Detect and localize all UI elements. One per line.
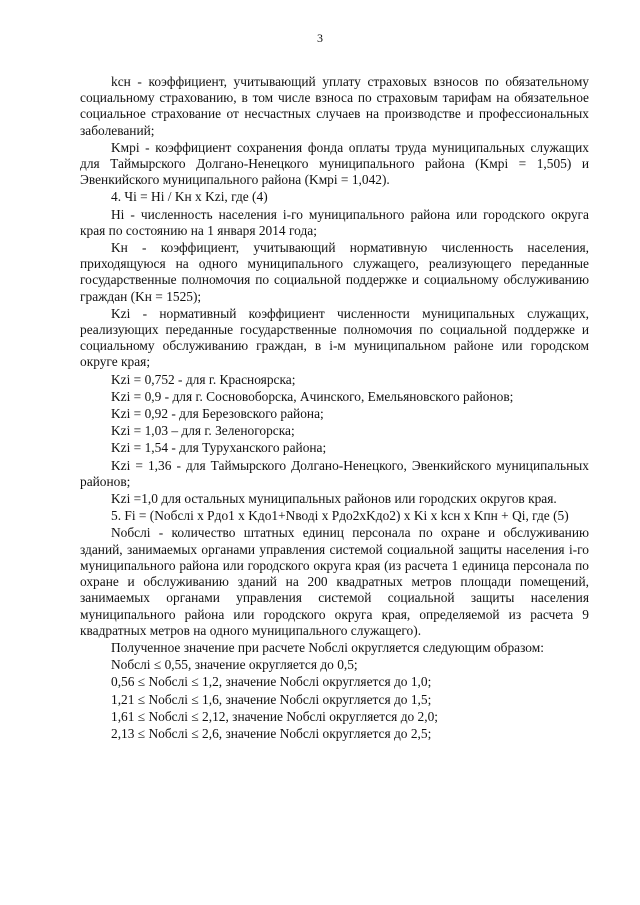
rounding-rule-2: 0,56 ≤ Nобслi ≤ 1,2, значение Nобслi округляется до 1,0; (111, 674, 432, 690)
paragraph-rounding: Полученное значение при расчете Nобслi округляется следующим образом: (111, 639, 544, 655)
kzi-zelenogorsk: Kzi = 1,03 – для г. Зеленогорска; (111, 423, 295, 439)
kzi-taimyr-evenki: Kzi = 1,36 - для Таймырского Долгано-Ненецкого, Эвенкийского муниципальных районов; (80, 457, 589, 489)
paragraph-ksn: kсн - коэффициент, учитывающий уплату страховых взносов по обязательному социальному страхованию, в том числе взноса по страховым тарифам на обязательное социальное страхование от несчастных случаев на производстве и профессиональных заболеваний; (80, 74, 589, 138)
paragraph-kmri: Kмрi - коэффициент сохранения фонда оплаты труда муниципальных служащих для Таймырского Долгано-Ненецкого муниципального района (Kмрi = 1,505) и Эвенкийского муниципального района (Kмрi = 1,042). (80, 139, 589, 188)
paragraph-kn: Kн - коэффициент, учитывающий нормативную численность населения, приходящуюся на одного муниципального служащего, реализующего переданные государственные полномочия по социальной поддержке и социальному обслуживанию граждан (Kн = 1525); (80, 240, 589, 304)
document-body (80, 74, 589, 743)
rounding-rule-4: 1,61 ≤ Nобслi ≤ 2,12, значение Nобслi округляется до 2,0; (111, 708, 439, 724)
rounding-rule-5: 2,13 ≤ Nобслi ≤ 2,6, значение Nобслi округляется до 2,5; (111, 725, 432, 741)
kzi-sosnovoborsk: Kzi = 0,9 - для г. Сосновоборска, Ачинского, Емельяновского районов; (111, 388, 514, 404)
kzi-berezovsky: Kzi = 0,92 - для Березовского района; (111, 406, 324, 422)
rounding-rule-3: 1,21 ≤ Nобслi ≤ 1,6, значение Nобслi округляется до 1,5; (111, 691, 432, 707)
formula-5: 5. Fi = (Nобслi x Pдо1 x Kдо1+Nводi x Pдо2xKдо2) x Ki x kсн x Kпн + Qi, где (5) (111, 508, 569, 524)
page-number: 3 (317, 31, 323, 45)
rounding-rule-1: Nобслi ≤ 0,55, значение округляется до 0,5; (111, 657, 358, 673)
paragraph-kzi: Kzi - нормативный коэффициент численности муниципальных служащих, реализующих переданные государственные полномочия по социальной поддержке и социальному обслуживанию граждан, в i-м муниципальном районе или городском округе края; (80, 305, 589, 370)
kzi-krasnoyarsk: Kzi = 0,752 - для г. Красноярска; (111, 371, 296, 387)
formula-4: 4. Чi = Hi / Kн x Kzi, где (4) (111, 189, 268, 205)
paragraph-nobsli: Nобслi - количество штатных единиц персонала по охране и обслуживанию зданий, занимаемых органами управления системой социальной защиты населения i-го муниципального района или городского округа края (из расчета 1 единица персонала по охране и обслуживанию зданий на 200 квадратных метров площади помещений, занимаемых органами управления системой социальной защиты населения муниципального района или городского округа края, определяемой из расчета 9 квадратных метров на одного муниципального служащего). (80, 525, 589, 638)
kzi-other: Kzi =1,0 для остальных муниципальных районов или городских округов края. (111, 491, 557, 507)
paragraph-hi: Hi - численность населения i-го муниципального района или городского округа края по состоянию на 1 января 2014 года; (80, 206, 589, 238)
kzi-turukhansky: Kzi = 1,54 - для Туруханского района; (111, 440, 327, 456)
